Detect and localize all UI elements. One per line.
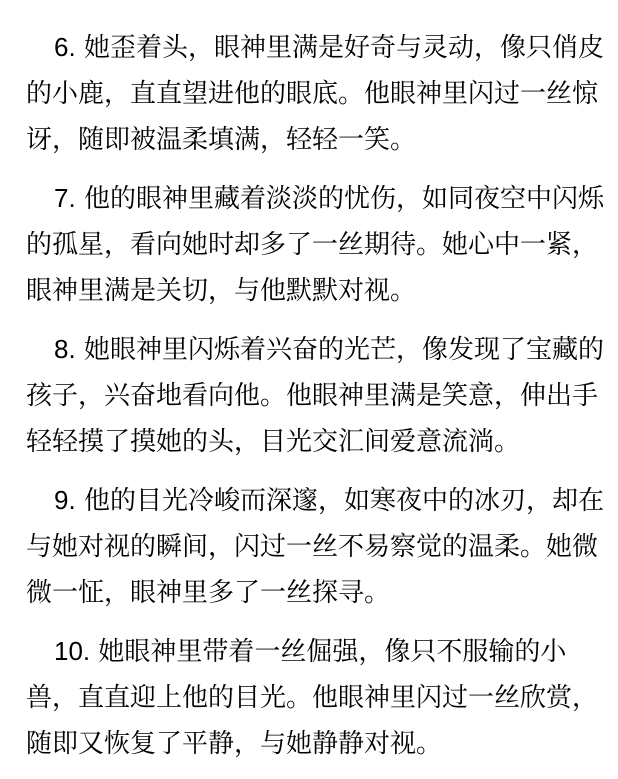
paragraph-number: 8. — [54, 334, 76, 364]
paragraph-9 — [26, 477, 606, 616]
paragraph-text: 他的目光冷峻而深邃，如寒夜中的冰刃，却在与她对视的瞬间，闪过一丝不易察觉的温柔。她微微一怔，眼神里多了一丝探寻。 — [26, 486, 604, 608]
paragraph-text: 她眼神里带着一丝倔强，像只不服输的小兽，直直迎上他的目光。他眼神里闪过一丝欣赏，随即又恢复了平静，与她静静对视。 — [26, 637, 599, 759]
paragraph-text: 他的眼神里藏着淡淡的忧伤，如同夜空中闪烁的孤星，看向她时却多了一丝期待。她心中一紧，眼神里满是关切，与他默默对视。 — [26, 184, 604, 306]
paragraph-text: 她歪着头，眼神里满是好奇与灵动，像只俏皮的小鹿，直直望进他的眼底。他眼神里闪过一丝惊讶，随即被温柔填满，轻轻一笑。 — [26, 33, 604, 155]
document-body — [26, 24, 606, 779]
paragraph-10 — [26, 628, 606, 767]
paragraph-number: 10. — [54, 636, 91, 666]
paragraph-6 — [26, 24, 606, 163]
paragraph-7 — [26, 175, 606, 314]
paragraph-text: 她眼神里闪烁着兴奋的光芒，像发现了宝藏的孩子，兴奋地看向他。他眼神里满是笑意，伸出手轻轻摸了摸她的头，目光交汇间爱意流淌。 — [26, 335, 604, 457]
paragraph-number: 7. — [54, 183, 76, 213]
paragraph-number: 6. — [54, 32, 76, 62]
paragraph-number: 9. — [54, 485, 76, 515]
paragraph-8 — [26, 326, 606, 465]
